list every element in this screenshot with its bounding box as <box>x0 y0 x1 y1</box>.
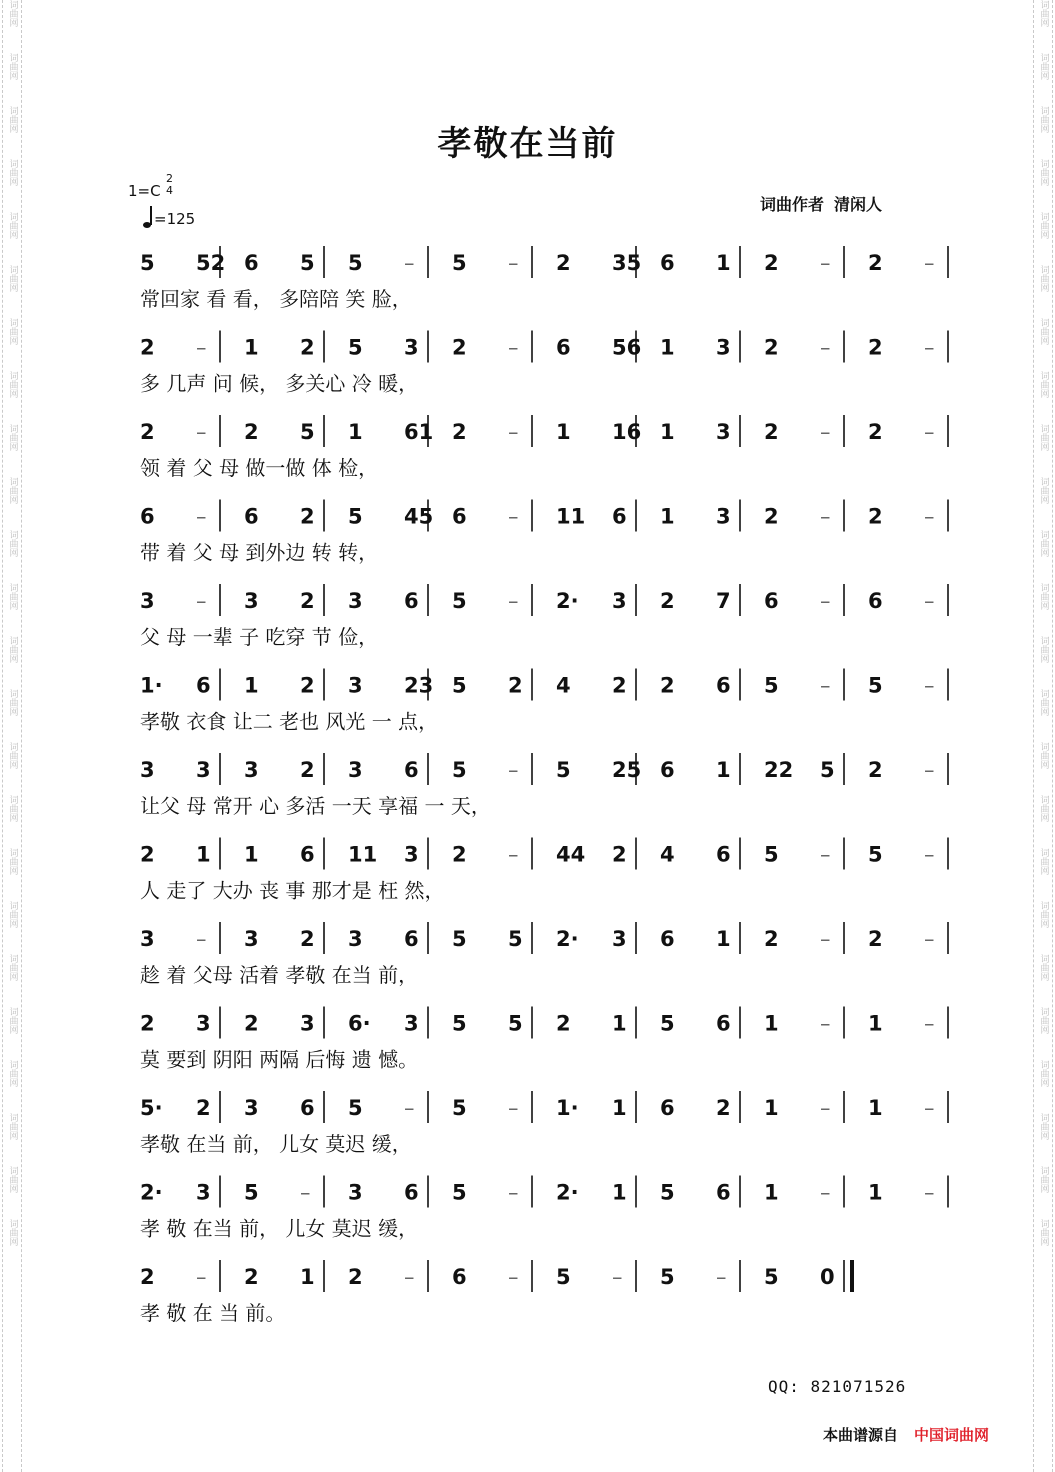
note: 7 <box>716 589 731 613</box>
note: 2 <box>140 420 155 444</box>
watermark-text: 词曲网 <box>7 318 18 345</box>
watermark-text: 词曲网 <box>7 0 18 27</box>
note: 1 <box>868 1180 883 1205</box>
tempo-marking <box>143 206 195 228</box>
note: 6 <box>404 589 419 613</box>
note: 3 <box>196 1180 211 1205</box>
song-title: 孝敬在当前 <box>437 124 618 164</box>
note: 6 <box>716 673 731 698</box>
note: 6 <box>300 1096 315 1120</box>
note: 6 <box>612 504 627 529</box>
note: 2 <box>452 335 467 360</box>
composer-name: 清闲人 <box>834 195 883 214</box>
note: 2 <box>868 504 883 529</box>
note: 2 <box>612 673 627 698</box>
note: 3 <box>716 504 731 529</box>
note: 22 <box>764 758 794 782</box>
watermark-text: 词曲网 <box>7 1113 18 1140</box>
watermark-text: 词曲网 <box>1038 477 1049 504</box>
note: 6 <box>404 758 419 782</box>
note: – <box>716 1265 727 1289</box>
note: 5 <box>764 1265 779 1289</box>
note: – <box>924 589 935 613</box>
note: – <box>404 1265 415 1289</box>
note: – <box>924 335 935 360</box>
note: – <box>612 1265 623 1289</box>
lyric-line: 人 走了 大办 丧 事 那才是 枉 然， <box>140 878 445 903</box>
note: – <box>924 1180 935 1205</box>
time-signature-bottom: 4 <box>166 184 173 197</box>
note: 61 <box>404 420 434 444</box>
note: 5 <box>452 927 467 951</box>
watermark-text: 词曲网 <box>1038 795 1049 822</box>
note: – <box>820 504 831 529</box>
note: – <box>196 504 207 529</box>
watermark-text: 词曲网 <box>1038 0 1049 27</box>
note: 5 <box>348 1096 363 1120</box>
lyric-line: 常回家 看 看， 多陪陪 笑 脸， <box>140 287 412 311</box>
note: – <box>820 1180 831 1205</box>
note: 1 <box>196 842 211 867</box>
note: 1 <box>716 927 731 951</box>
composer-credit <box>760 192 882 215</box>
quarter-note-icon <box>143 206 152 228</box>
note: 6 <box>660 758 675 782</box>
note: – <box>404 1096 415 1120</box>
key-signature: 1=C <box>128 182 161 200</box>
lyric-line: 领 着 父 母 做一做 体 检， <box>140 456 379 480</box>
lyric-line: 孝敬 衣食 让二 老也 风光 一 点， <box>140 709 439 734</box>
lyric-line: 孝 敬 在当 前， 儿女 莫迟 缓， <box>140 1216 419 1241</box>
note: 2 <box>452 842 467 867</box>
watermark-text: 词曲网 <box>1038 1166 1049 1193</box>
lyric-line: 趁 着 父母 活着 孝敬 在当 前， <box>140 963 419 987</box>
note: 11 <box>556 504 586 529</box>
note: 2 <box>612 842 627 867</box>
note: – <box>820 1011 831 1036</box>
note: 5 <box>348 251 363 275</box>
note: – <box>508 251 519 275</box>
note: 1· <box>556 1096 579 1120</box>
note: 5 <box>244 1180 259 1205</box>
source-label: 本曲谱源自 <box>823 1426 899 1444</box>
note: 6 <box>196 673 211 698</box>
note: 5 <box>868 673 883 698</box>
note: – <box>196 1265 207 1289</box>
jianpu-score <box>128 226 968 1326</box>
watermark-text: 词曲网 <box>1038 371 1049 398</box>
note: 5 <box>300 420 315 444</box>
note: 2· <box>140 1180 163 1205</box>
note: 2 <box>140 1011 155 1036</box>
note: 0 <box>820 1265 835 1289</box>
watermark-text: 词曲网 <box>1038 583 1049 610</box>
note: 2 <box>556 1011 571 1036</box>
note: 2 <box>660 673 675 698</box>
note: 5 <box>452 673 467 698</box>
note: 1 <box>348 420 363 444</box>
note: – <box>924 758 935 782</box>
watermark-text: 词曲网 <box>7 901 18 928</box>
note: 3 <box>196 1011 211 1036</box>
lyric-line: 孝敬 在当 前， 儿女 莫迟 缓， <box>140 1132 412 1156</box>
note: 3 <box>404 335 419 360</box>
note: 1 <box>244 673 259 698</box>
note: – <box>508 335 519 360</box>
qq-contact: QQ: 821071526 <box>768 1377 907 1396</box>
note: 5 <box>764 842 779 867</box>
watermark-text: 词曲网 <box>1038 848 1049 875</box>
note: 2 <box>868 927 883 951</box>
note: 2 <box>764 927 779 951</box>
note: 6 <box>452 1265 467 1289</box>
note: 5 <box>452 251 467 275</box>
note: 2 <box>764 420 779 444</box>
note: 5 <box>660 1011 675 1036</box>
watermark-text: 词曲网 <box>7 106 18 133</box>
note: 3 <box>140 758 155 782</box>
note: 2 <box>556 251 571 275</box>
lyric-line: 孝 敬 在 当 前。 <box>140 1301 286 1325</box>
note: 3 <box>348 927 363 951</box>
note: – <box>820 673 831 698</box>
note: 6 <box>244 251 259 275</box>
note: – <box>508 842 519 867</box>
note: 2 <box>140 842 155 867</box>
note: 3 <box>244 758 259 782</box>
note: 6 <box>660 251 675 275</box>
note: 6 <box>868 589 883 613</box>
note: – <box>300 1180 311 1205</box>
watermark-text: 词曲网 <box>7 795 18 822</box>
note: 1 <box>764 1011 779 1036</box>
note: 2 <box>868 758 883 782</box>
note: – <box>196 420 207 444</box>
note: 1 <box>660 504 675 529</box>
note: 2 <box>140 335 155 360</box>
time-signature-top: 2 <box>166 172 173 185</box>
watermark-text: 词曲网 <box>1038 53 1049 80</box>
note: 5 <box>300 251 315 275</box>
note: 4 <box>556 673 571 698</box>
watermark-text: 词曲网 <box>1038 265 1049 292</box>
watermark-text: 词曲网 <box>7 954 18 981</box>
lyric-line: 让父 母 常开 心 多活 一天 享福 一 天， <box>140 794 491 818</box>
note: 2· <box>556 589 579 613</box>
tempo-value: =125 <box>154 210 196 228</box>
note: – <box>196 335 207 360</box>
watermark-text: 词曲网 <box>7 1166 18 1193</box>
watermark-text: 词曲网 <box>1038 689 1049 716</box>
watermark-text: 词曲网 <box>1038 106 1049 133</box>
note: 5 <box>452 589 467 613</box>
note: 3 <box>196 758 211 782</box>
watermark-text: 词曲网 <box>7 424 18 451</box>
note: 5 <box>348 504 363 529</box>
note: 2 <box>300 504 315 529</box>
note: 5 <box>660 1265 675 1289</box>
note: 1 <box>716 251 731 275</box>
note: 2 <box>660 589 675 613</box>
note: 6 <box>244 504 259 529</box>
note: 1 <box>716 758 731 782</box>
note: 45 <box>404 504 434 529</box>
watermark-text: 词曲网 <box>7 265 18 292</box>
note: 3 <box>140 589 155 613</box>
note: 3 <box>404 1011 419 1036</box>
note: 2 <box>868 420 883 444</box>
watermark-text: 词曲网 <box>1038 1060 1049 1087</box>
watermark-text: 词曲网 <box>7 159 18 186</box>
watermark-text: 词曲网 <box>1038 159 1049 186</box>
watermark-text: 词曲网 <box>1038 901 1049 928</box>
note: 6 <box>556 335 571 360</box>
note: 5 <box>868 842 883 867</box>
watermark-text: 词曲网 <box>7 1219 18 1246</box>
right-watermark-strip <box>1033 0 1053 1472</box>
watermark-text: 词曲网 <box>1038 1219 1049 1246</box>
note: 5 <box>660 1180 675 1205</box>
note: 1 <box>660 335 675 360</box>
lyric-line: 父 母 一辈 子 吃穿 节 俭， <box>140 625 379 649</box>
note: 2 <box>300 927 315 951</box>
note: – <box>820 420 831 444</box>
note: 5 <box>764 673 779 698</box>
watermark-text: 词曲网 <box>7 477 18 504</box>
note: 2 <box>300 335 315 360</box>
note: 6 <box>140 504 155 529</box>
note: – <box>924 420 935 444</box>
source-site-link[interactable]: 中国词曲网 <box>914 1426 990 1444</box>
lyric-line: 多 几声 问 候， 多关心 冷 暖， <box>140 371 419 396</box>
note: 2 <box>764 251 779 275</box>
note: 2 <box>348 1265 363 1289</box>
note: 56 <box>612 335 642 360</box>
note: – <box>924 251 935 275</box>
note: – <box>924 1011 935 1036</box>
note: 2 <box>140 1265 155 1289</box>
note: 2 <box>868 251 883 275</box>
note: – <box>924 842 935 867</box>
note: 5 <box>348 335 363 360</box>
note: 2 <box>868 335 883 360</box>
watermark-text: 词曲网 <box>7 1060 18 1087</box>
note: 2 <box>300 589 315 613</box>
note: 5 <box>452 758 467 782</box>
note: 1 <box>556 420 571 444</box>
note: – <box>196 927 207 951</box>
watermark-text: 词曲网 <box>7 1007 18 1034</box>
note: 3 <box>716 420 731 444</box>
note: 5 <box>556 758 571 782</box>
watermark-text: 词曲网 <box>7 636 18 663</box>
watermark-text: 词曲网 <box>1038 1113 1049 1140</box>
note: 1 <box>868 1011 883 1036</box>
watermark-text: 词曲网 <box>7 212 18 239</box>
note: 6 <box>452 504 467 529</box>
note: 3 <box>140 927 155 951</box>
note: 35 <box>612 251 642 275</box>
note: 3 <box>300 1011 315 1036</box>
note: 6 <box>660 1096 675 1120</box>
note: 52 <box>196 251 226 275</box>
note: 6 <box>716 1011 731 1036</box>
note: – <box>196 589 207 613</box>
note: – <box>508 1096 519 1120</box>
note: 4 <box>660 842 675 867</box>
note: 2 <box>452 420 467 444</box>
source-credit <box>823 1424 989 1445</box>
note: 3 <box>244 927 259 951</box>
note: 2 <box>196 1096 211 1120</box>
note: 6 <box>716 842 731 867</box>
note: – <box>924 927 935 951</box>
note: 1 <box>612 1096 627 1120</box>
note: 1 <box>868 1096 883 1120</box>
watermark-text: 词曲网 <box>7 742 18 769</box>
note: – <box>820 589 831 613</box>
note: 6 <box>660 927 675 951</box>
note: – <box>820 842 831 867</box>
note: 3 <box>244 1096 259 1120</box>
note: – <box>508 504 519 529</box>
note: – <box>820 927 831 951</box>
watermark-text: 词曲网 <box>1038 636 1049 663</box>
watermark-text: 词曲网 <box>1038 212 1049 239</box>
note: – <box>508 1265 519 1289</box>
note: 1 <box>300 1265 315 1289</box>
note: 6· <box>348 1011 371 1036</box>
note: 1 <box>764 1180 779 1205</box>
note: 6 <box>404 927 419 951</box>
watermark-text: 词曲网 <box>1038 424 1049 451</box>
note: – <box>404 251 415 275</box>
watermark-text: 词曲网 <box>1038 1007 1049 1034</box>
watermark-text: 词曲网 <box>7 53 18 80</box>
note: 5 <box>452 1180 467 1205</box>
note: 3 <box>348 1180 363 1205</box>
watermark-text: 词曲网 <box>1038 318 1049 345</box>
note: 1 <box>764 1096 779 1120</box>
note: 5 <box>452 1011 467 1036</box>
note: 2 <box>300 673 315 698</box>
note: 6 <box>404 1180 419 1205</box>
note: – <box>820 251 831 275</box>
note: 1 <box>612 1011 627 1036</box>
watermark-text: 词曲网 <box>1038 530 1049 557</box>
note: 2 <box>244 1011 259 1036</box>
note: 1 <box>244 842 259 867</box>
note: 5 <box>452 1096 467 1120</box>
note: 2 <box>300 758 315 782</box>
note: 1· <box>140 673 163 698</box>
note: 16 <box>612 420 642 444</box>
note: 2· <box>556 927 579 951</box>
note: – <box>820 1096 831 1120</box>
note: 44 <box>556 842 586 867</box>
note: 3 <box>612 927 627 951</box>
note: 2· <box>556 1180 579 1205</box>
watermark-text: 词曲网 <box>1038 742 1049 769</box>
note: 3 <box>716 335 731 360</box>
note: 3 <box>348 589 363 613</box>
note: 2 <box>244 420 259 444</box>
watermark-text: 词曲网 <box>7 583 18 610</box>
note: 6 <box>764 589 779 613</box>
note: 2 <box>244 1265 259 1289</box>
note: – <box>508 589 519 613</box>
watermark-text: 词曲网 <box>7 848 18 875</box>
note: 6 <box>300 842 315 867</box>
note: – <box>924 1096 935 1120</box>
left-watermark-strip <box>2 0 22 1472</box>
time-signature <box>166 173 173 197</box>
note: 5 <box>508 1011 523 1036</box>
note: – <box>508 1180 519 1205</box>
note: – <box>924 673 935 698</box>
note: 1 <box>612 1180 627 1205</box>
note: 5 <box>140 251 155 275</box>
note: 3 <box>348 758 363 782</box>
watermark-text: 词曲网 <box>7 530 18 557</box>
note: 11 <box>348 842 378 867</box>
note: 2 <box>764 335 779 360</box>
composer-label: 词曲作者 <box>760 195 825 214</box>
lyric-line: 带 着 父 母 到外边 转 转， <box>140 540 379 565</box>
note: 3 <box>244 589 259 613</box>
note: 5 <box>556 1265 571 1289</box>
note: – <box>924 504 935 529</box>
note: 5· <box>140 1096 163 1120</box>
note: 25 <box>612 758 642 782</box>
note: – <box>508 758 519 782</box>
note: 23 <box>404 673 434 698</box>
note: 2 <box>764 504 779 529</box>
note: 3 <box>612 589 627 613</box>
lyric-line: 莫 要到 阴阳 两隔 后悔 遗 憾。 <box>140 1047 419 1072</box>
note: 3 <box>404 842 419 867</box>
note: 2 <box>508 673 523 698</box>
note: – <box>820 335 831 360</box>
note: 5 <box>820 758 835 782</box>
note: 5 <box>508 927 523 951</box>
watermark-text: 词曲网 <box>7 689 18 716</box>
note: 1 <box>660 420 675 444</box>
note: 3 <box>348 673 363 698</box>
note: – <box>508 420 519 444</box>
note: 1 <box>244 335 259 360</box>
note: 6 <box>716 1180 731 1205</box>
watermark-text: 词曲网 <box>7 371 18 398</box>
note: 2 <box>716 1096 731 1120</box>
watermark-text: 词曲网 <box>1038 954 1049 981</box>
